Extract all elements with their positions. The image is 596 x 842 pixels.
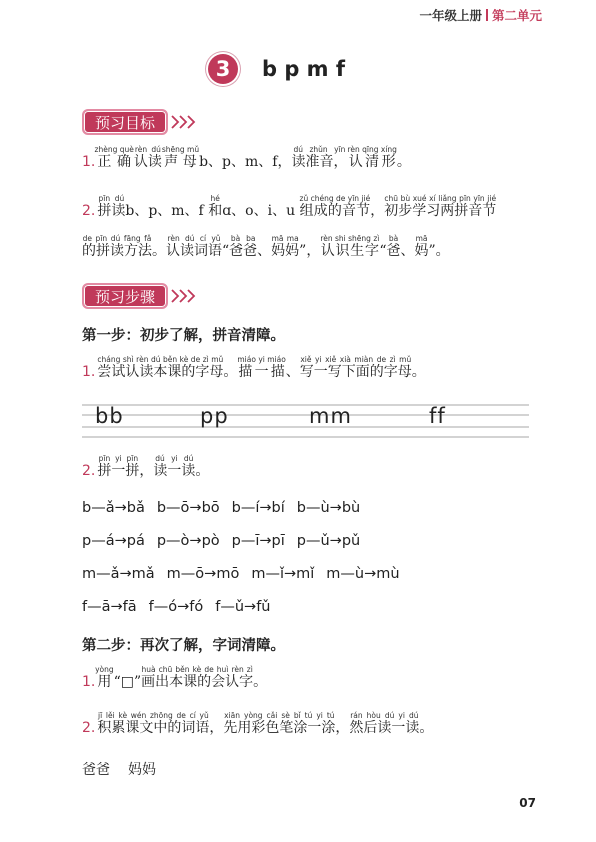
ruby-segment (141, 665, 254, 690)
ruby-segment (286, 364, 300, 380)
pinyin-annotation: chū bù xué xí liǎng pīn yīn jié (384, 194, 497, 203)
hanzi-text: ， (335, 720, 350, 736)
step-1-question-1 (82, 356, 426, 381)
hanzi-text: 和 (208, 203, 223, 219)
item-number: 1. (82, 674, 96, 690)
pinyin-annotation: mā ma (271, 234, 300, 243)
hanzi-text: 。 (419, 720, 434, 736)
trace-letters-f: ff (429, 404, 446, 428)
ruby-segment (97, 355, 224, 380)
hanzi-text: 尝试认读本课的字母 (97, 364, 224, 380)
pinyin-row-f (82, 599, 283, 615)
step-2-title: 第二步：再次了解，字词清障。 (82, 638, 285, 654)
pinyin-item: p—ò→pò (156, 533, 220, 549)
ruby-segment (114, 674, 142, 690)
page-header (419, 6, 542, 24)
hanzi-text: ， (370, 203, 385, 219)
hanzi-text: 然后读一读 (349, 720, 420, 736)
ruby-segment (97, 454, 140, 479)
ruby-segment (257, 243, 271, 259)
pinyin-annotation: xiān yòng cǎi sè bǐ tú yi tú (223, 711, 336, 720)
pinyin-annotation: mā (414, 234, 429, 243)
four-line-writing-grid (82, 404, 529, 438)
pinyin-annotation: bà (386, 234, 401, 243)
hanzi-text: 、 (257, 243, 272, 259)
pinyin-annotation: cháng shì rèn dú běn kè de zì mǔ (97, 355, 224, 364)
pinyin-item: p—á→pá (82, 533, 145, 549)
hanzi-text: 认读词语 (166, 243, 222, 259)
ruby-segment (82, 234, 152, 259)
pinyin-annotation: de pīn dú fāng fǎ (82, 234, 152, 243)
hanzi-text: 组成的音节 (299, 203, 371, 219)
hanzi-text: 。 (411, 364, 426, 380)
step-1-title: 第一步：初步了解，拼音清障。 (82, 328, 285, 344)
pinyin-annotation: pīn yi pīn (97, 454, 140, 463)
ruby-segment (401, 243, 415, 259)
pinyin-item: f—ó→fó (148, 599, 204, 615)
item-number: 1. (82, 364, 96, 380)
ruby-segment (199, 154, 291, 170)
ruby-segment (161, 145, 200, 170)
trace-letters-m: mm (309, 404, 352, 428)
hanzi-text: 的拼读方法 (82, 243, 152, 259)
goals-badge-label: 预习目标 (82, 109, 168, 135)
ruby-segment (349, 711, 420, 736)
ruby-segment (412, 364, 426, 380)
hanzi-text: 。 (396, 154, 411, 170)
hanzi-text: 认读 (133, 154, 162, 170)
pinyin-annotation: rèn dú cí yǔ (166, 234, 222, 243)
lesson-letters: b p m f (262, 57, 346, 81)
hanzi-text: 。 (195, 463, 210, 479)
hanzi-text: 声母 (161, 154, 200, 170)
hanzi-text: ， (209, 720, 224, 736)
ruby-segment (125, 203, 208, 219)
pinyin-annotation: rán hòu dú yi dú (349, 711, 420, 720)
ruby-segment (419, 720, 433, 736)
pinyin-row-m (82, 566, 412, 582)
pinyin-item: b—ō→bō (156, 500, 220, 516)
hanzi-text: 。 (152, 243, 166, 259)
ruby-segment (153, 454, 196, 479)
ruby-segment (95, 665, 114, 690)
pinyin-row-b (82, 500, 372, 516)
goals-badge (82, 109, 198, 135)
ruby-segment (384, 194, 497, 219)
ruby-segment (208, 194, 223, 219)
ruby-segment (414, 234, 429, 259)
word-list (82, 759, 174, 779)
step-2-question-2 (82, 712, 433, 737)
pinyin-annotation: xiě yi xiě xià miàn de zì mǔ (299, 355, 412, 364)
trace-letters-b: bb (95, 404, 124, 428)
ruby-segment (379, 243, 386, 259)
hanzi-text: 先用彩色笔涂一涂 (223, 720, 336, 736)
pinyin-annotation: rèn qīng xíng (347, 145, 397, 154)
hanzi-text: b、p、m、f (125, 203, 209, 219)
word-baba: 爸爸 (82, 762, 110, 778)
ruby-segment (370, 203, 384, 219)
ruby-segment (97, 194, 126, 219)
pinyin-annotation: bà ba (229, 234, 258, 243)
hanzi-text: 、 (285, 364, 300, 380)
hanzi-text: 认清形 (347, 154, 397, 170)
hanzi-text: 。 (253, 674, 268, 690)
hanzi-text: 正确 (94, 154, 134, 170)
item-number: 2. (82, 720, 96, 736)
pinyin-annotation: rèn shi shēng zì (320, 234, 380, 243)
goal-1 (82, 146, 411, 171)
hanzi-text: “ (379, 243, 387, 259)
ruby-segment (299, 194, 371, 219)
ruby-segment (223, 711, 336, 736)
header-divider (486, 9, 488, 21)
ruby-segment (195, 463, 209, 479)
pinyin-row-p (82, 533, 372, 549)
goal-2-continued (82, 235, 450, 260)
hanzi-text: 读一读 (153, 463, 196, 479)
ruby-segment (237, 355, 286, 380)
ruby-segment (133, 145, 162, 170)
hanzi-text: ”。 (428, 243, 450, 259)
hanzi-text: 妈妈 (271, 243, 300, 259)
pinyin-item: p—ǔ→pǔ (296, 533, 361, 549)
pinyin-annotation: jī lěi kè wén zhōng de cí yǔ (97, 711, 210, 720)
item-number: 1. (82, 154, 96, 170)
grade-label: 一年级上册 (419, 8, 482, 23)
chevrons-right-icon (170, 288, 198, 304)
hanzi-text: 拼一拼 (97, 463, 140, 479)
hanzi-text: 画出本课的会认字 (141, 674, 254, 690)
step-2-question-1 (82, 666, 267, 691)
hanzi-text: 积累课文中的词语 (97, 720, 210, 736)
ruby-segment (166, 234, 222, 259)
unit-label: 第二单元 (491, 8, 542, 23)
ruby-segment (94, 145, 134, 170)
pinyin-item: m—ǐ→mǐ (251, 566, 315, 582)
hanzi-text: 认识生字 (320, 243, 380, 259)
page-number: 07 (519, 796, 536, 810)
ruby-segment (253, 674, 267, 690)
pinyin-item: p—ī→pī (231, 533, 285, 549)
hanzi-text: b、p、m、f， (199, 154, 292, 170)
ruby-segment (139, 463, 153, 479)
ruby-segment (299, 355, 412, 380)
pinyin-annotation: zǔ chéng de yīn jié (299, 194, 371, 203)
ruby-segment (271, 234, 300, 259)
ruby-segment (320, 234, 380, 259)
ruby-segment (429, 243, 450, 259)
ruby-segment (386, 234, 401, 259)
hanzi-text: “□” (113, 674, 142, 690)
ruby-segment (291, 145, 348, 170)
hanzi-text: 写一写下面的字母 (299, 364, 412, 380)
word-mama: 妈妈 (128, 762, 156, 778)
hanzi-text: 描一描 (237, 364, 286, 380)
hanzi-text: 拼读 (97, 203, 126, 219)
item-number: 2. (82, 463, 96, 479)
ruby-segment (397, 154, 411, 170)
pinyin-item: f—ā→fā (82, 599, 137, 615)
hanzi-text: 。 (223, 364, 238, 380)
pinyin-annotation: pīn dú (97, 194, 126, 203)
ruby-segment (299, 243, 320, 259)
lesson-number-badge: 3 (208, 54, 238, 84)
pinyin-annotation: zhèng què (94, 145, 134, 154)
pinyin-item: m—ù→mù (326, 566, 400, 582)
chevrons-right-icon (170, 114, 198, 130)
ruby-segment (335, 720, 349, 736)
pinyin-annotation: huà chū běn kè de huì rèn zì (141, 665, 254, 674)
item-number: 2. (82, 203, 96, 219)
hanzi-text: 爸 (386, 243, 401, 259)
steps-badge (82, 283, 198, 309)
pinyin-annotation: dú yi dú (153, 454, 196, 463)
pinyin-item: m—ō→mō (166, 566, 240, 582)
lesson-title (208, 54, 345, 84)
pinyin-annotation: shēng mǔ (161, 145, 200, 154)
ruby-segment (152, 243, 166, 259)
ruby-segment (222, 203, 299, 219)
hanzi-text: 爸爸 (229, 243, 258, 259)
pinyin-item: b—ǎ→bǎ (82, 500, 145, 516)
pinyin-item: b—í→bí (231, 500, 285, 516)
pinyin-annotation: rèn dú (133, 145, 162, 154)
pinyin-annotation: hé (208, 194, 223, 203)
hanzi-text: 读准音， (291, 154, 348, 170)
hanzi-text: ”， (299, 243, 321, 259)
goal-2 (82, 195, 496, 220)
ruby-segment (209, 720, 223, 736)
pinyin-annotation: dú zhǔn yīn (291, 145, 348, 154)
hanzi-text: ， (139, 463, 154, 479)
ruby-segment (97, 711, 210, 736)
hanzi-text: 用 (95, 674, 114, 690)
ruby-segment (229, 234, 258, 259)
hanzi-text: 初步学习两拼音节 (384, 203, 497, 219)
ruby-segment (223, 364, 237, 380)
hanzi-text: 妈 (414, 243, 429, 259)
ruby-segment (347, 145, 397, 170)
hanzi-text: ɑ、o、i、u (222, 203, 300, 219)
trace-letters-p: pp (200, 404, 229, 428)
pinyin-item: m—ǎ→mǎ (82, 566, 155, 582)
pinyin-item: b—ù→bù (296, 500, 361, 516)
hanzi-text: “ (222, 243, 230, 259)
hanzi-text: 、 (400, 243, 415, 259)
steps-badge-label: 预习步骤 (82, 283, 168, 309)
pinyin-item: f—ǔ→fǔ (215, 599, 271, 615)
pinyin-annotation: miáo yi miáo (237, 355, 286, 364)
step-1-question-2 (82, 455, 209, 480)
pinyin-annotation: yòng (95, 665, 114, 674)
